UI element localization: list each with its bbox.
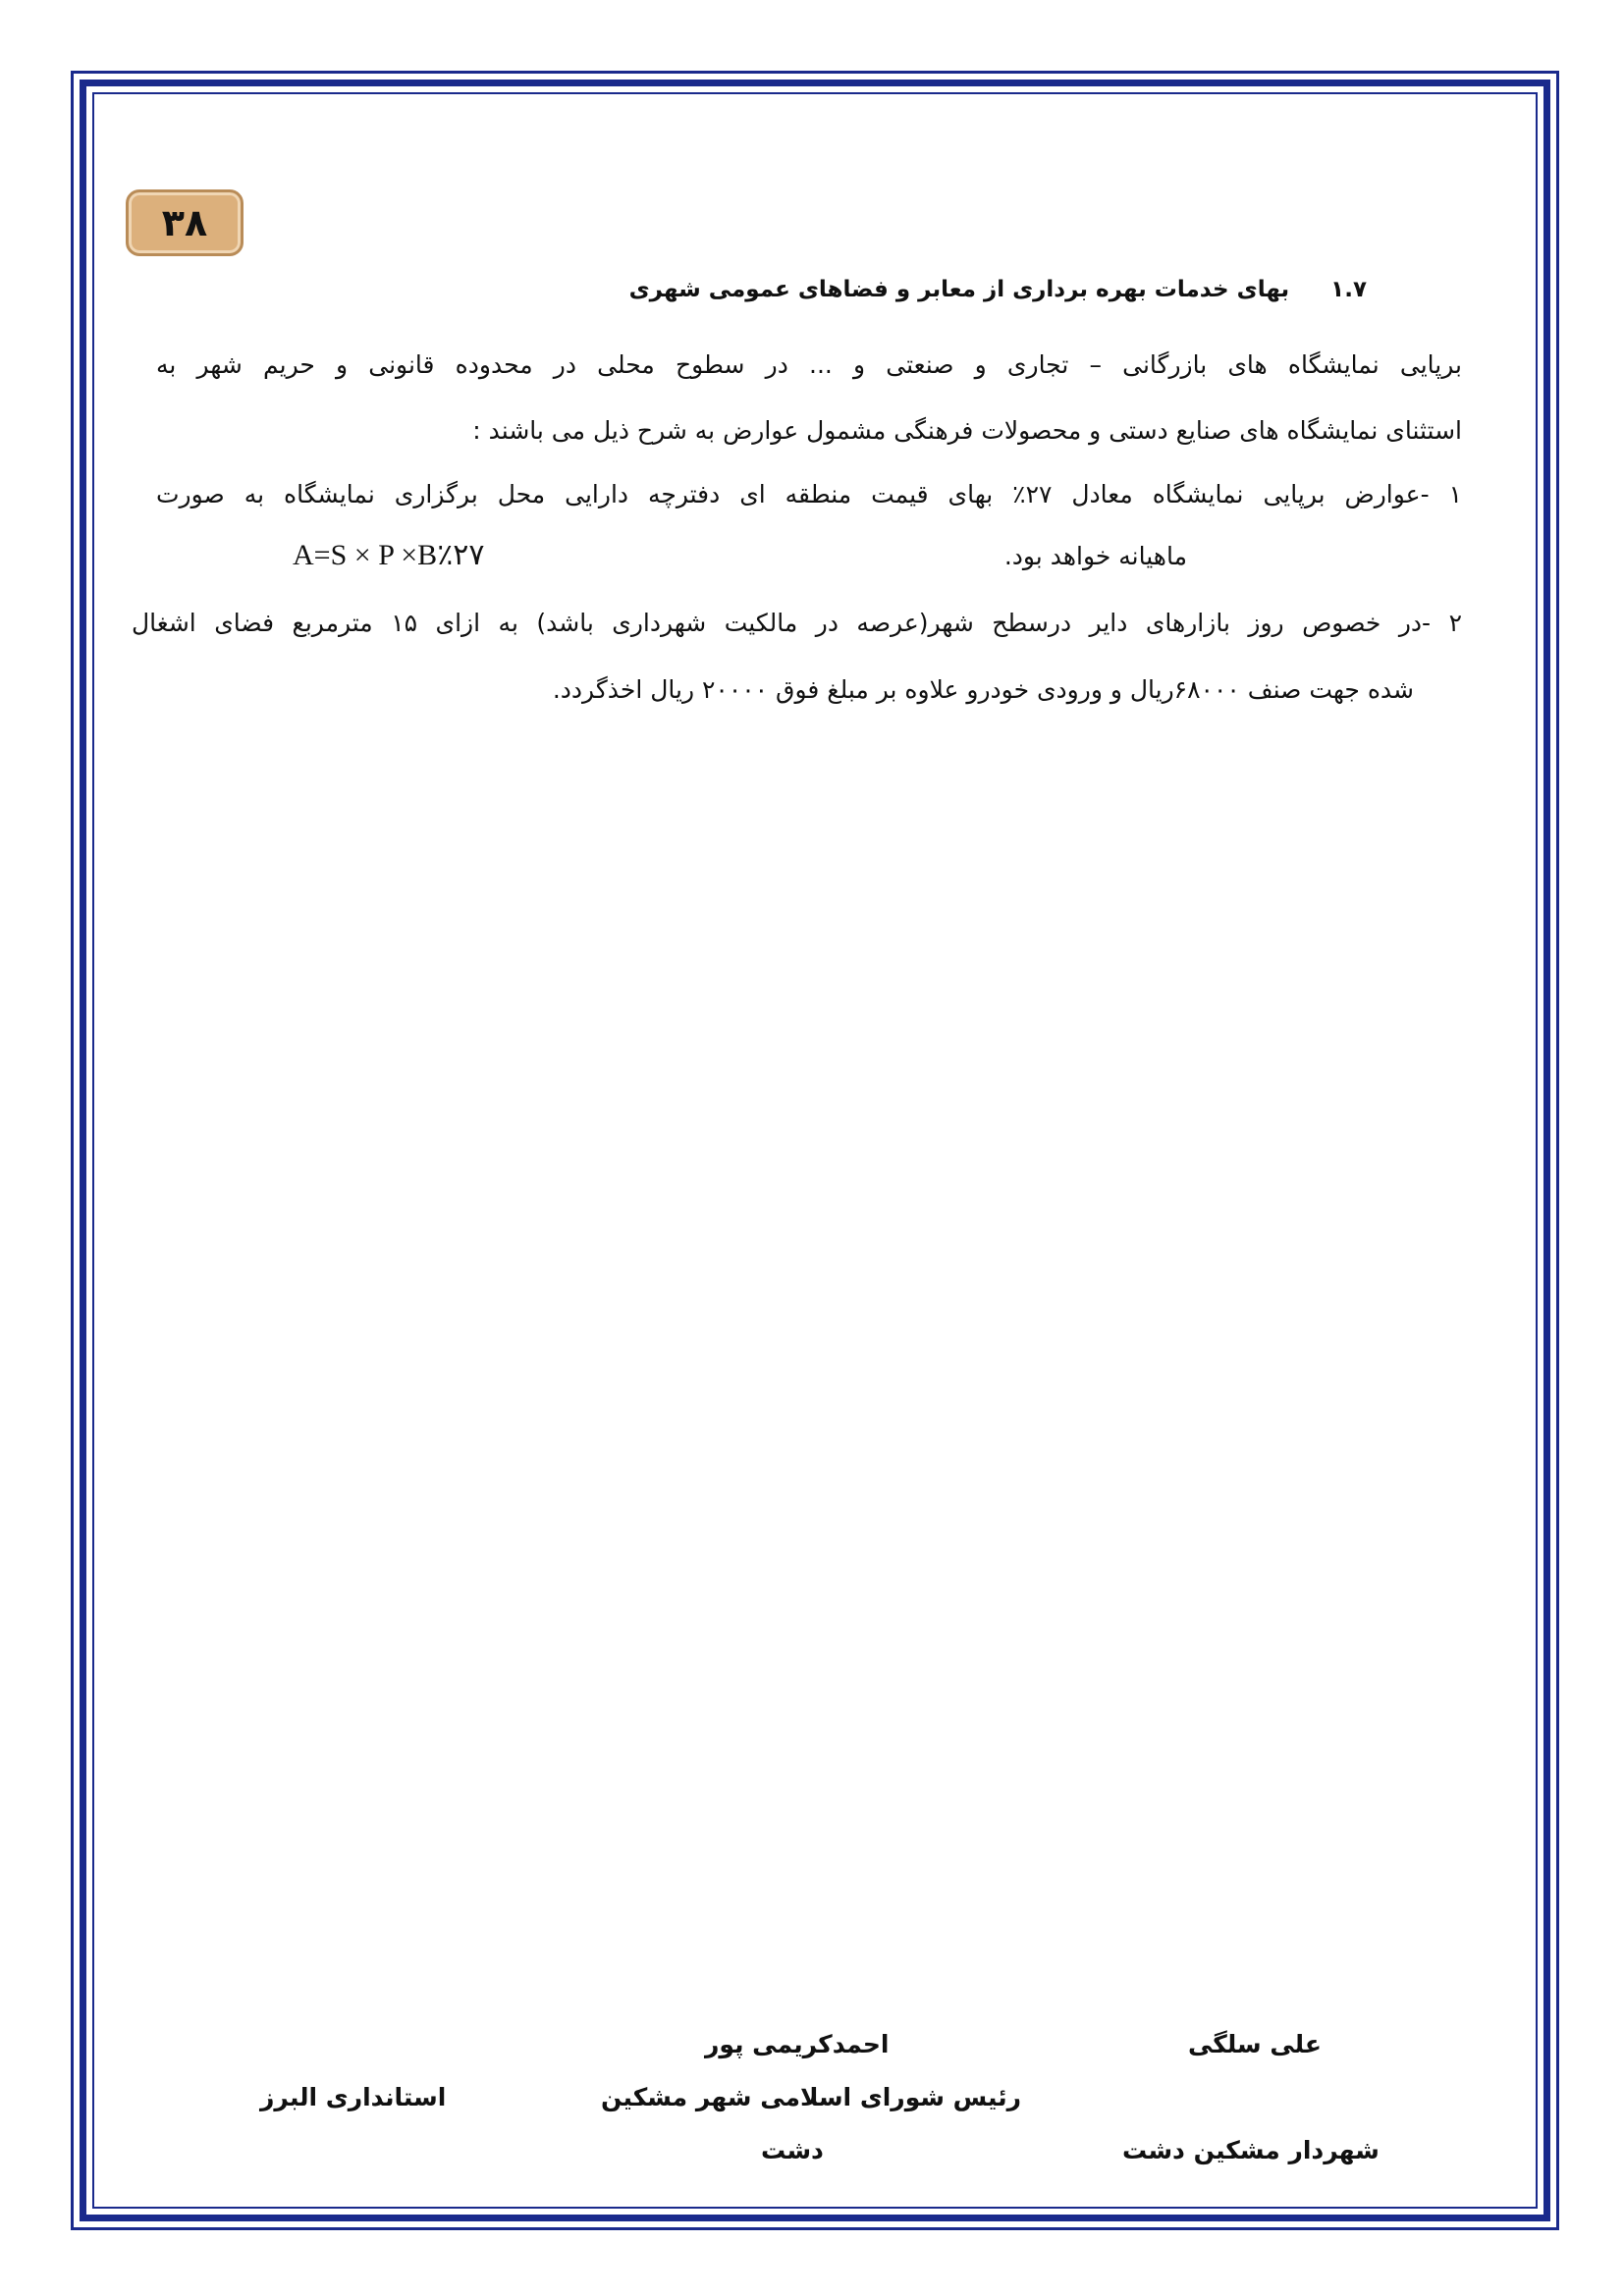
- mayor-name: علی سلگی: [1188, 2030, 1322, 2058]
- section-title: بهای خدمات بهره برداری از معابر و فضاهای عمومی شهری: [628, 277, 1290, 302]
- intro-line-1: برپایی نمایشگاه های بازرگانی – تجاری و صنعتی و ... در سطوح محلی در محدوده قانونی و حریم شهر به: [156, 350, 1462, 379]
- intro-line-2: استثنای نمایشگاه های صنایع دستی و محصولات فرهنگی مشمول عوارض به شرح ذیل می باشند :: [472, 416, 1462, 445]
- section-heading: [629, 277, 1367, 302]
- governorate-signature: استانداری البرز: [260, 2083, 447, 2111]
- section-number: ۱.۷: [1330, 277, 1367, 302]
- page-number-badge: ۳۸: [126, 189, 244, 256]
- item-1-line-2: ماهیانه خواهد بود.: [1003, 542, 1187, 570]
- item-2-line-1: ۲ -در خصوص روز بازارهای دایر درسطح شهر(عرصه در مالکیت شهرداری باشد) به ازای ۱۵ مترمربع فضای اشغال: [132, 609, 1462, 637]
- council-chair-title-cont: دشت: [761, 2136, 824, 2164]
- item-1-line-1: ۱ -عوارض برپایی نمایشگاه معادل ۲۷٪ بهای قیمت منطقه ای دفترچه دارایی محل برگزاری نمایشگاه به صورت: [156, 480, 1462, 508]
- mayor-title: شهردار مشکین دشت: [1122, 2136, 1380, 2164]
- page-border-inner: [92, 92, 1538, 2209]
- council-chair-title: رئیس شورای اسلامی شهر مشکین: [601, 2083, 1021, 2111]
- council-chair-name: احمدکریمی پور: [705, 2030, 890, 2058]
- fee-formula: A=S × P ×B٪۲۷: [293, 539, 485, 571]
- item-2-line-2: شده جهت صنف ۶۸۰۰۰ریال و ورودی خودرو علاوه بر مبلغ فوق ۲۰۰۰۰ ریال اخذگردد.: [552, 675, 1414, 704]
